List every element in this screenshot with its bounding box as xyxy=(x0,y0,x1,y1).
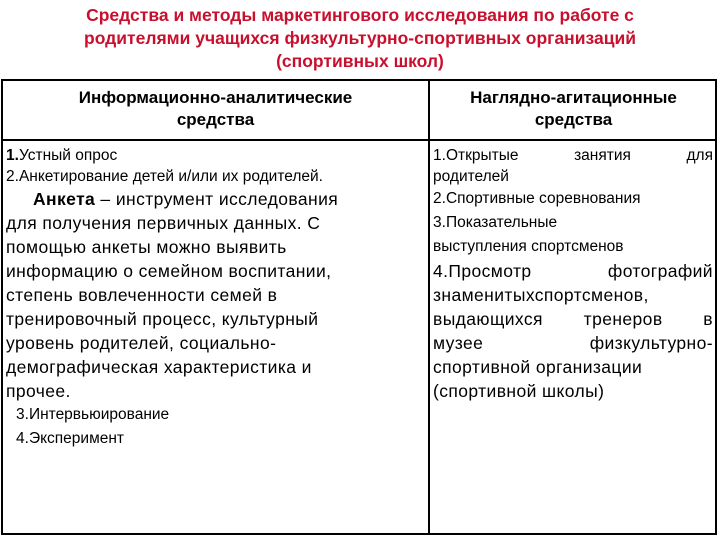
anketa-description xyxy=(6,187,424,403)
item-number: 1. xyxy=(433,147,446,164)
anketa-line-9: прочее. xyxy=(6,381,71,401)
item-text: Интервьюирование xyxy=(28,406,170,423)
left-item-4 xyxy=(6,427,424,451)
anketa-line-3: помощью анкеты можно выявить xyxy=(6,237,287,257)
methods-table xyxy=(1,79,717,535)
left-item-1 xyxy=(6,145,424,166)
item-text: Спортивные соревнования xyxy=(445,190,641,207)
left-column-header xyxy=(3,87,428,131)
right-item-4-line-3 xyxy=(433,307,713,331)
right-column-content xyxy=(433,145,713,403)
item-word: музее xyxy=(433,333,484,353)
anketa-line-4: информацию о семейном воспитании, xyxy=(6,261,332,281)
right-item-1-line-1 xyxy=(433,145,713,166)
left-header-line-2: средства xyxy=(176,110,255,129)
left-item-2 xyxy=(6,166,424,187)
item-word: занятия xyxy=(574,147,631,164)
column-divider xyxy=(428,81,430,533)
left-column-content xyxy=(6,145,424,451)
anketa-line-1 xyxy=(6,187,424,211)
item-number: 3. xyxy=(16,406,29,423)
item-word: Просмотр xyxy=(448,261,532,281)
right-column-header xyxy=(430,87,717,131)
item-number: 2. xyxy=(6,168,19,185)
right-item-4-line-5: спортивной организации xyxy=(433,357,643,377)
left-header-line-1: Информационно-аналитические xyxy=(78,88,353,107)
right-item-4 xyxy=(433,259,713,403)
right-item-3-line-2: выступления спортсменов xyxy=(433,238,624,255)
item-word: выдающихся xyxy=(433,309,543,329)
item-text: Анкетирование детей и/или их родителей. xyxy=(18,168,323,185)
item-word: тренеров xyxy=(583,309,663,329)
item-word: для xyxy=(686,147,713,164)
right-item-3-line-1 xyxy=(433,211,713,235)
item-text: Эксперимент xyxy=(28,430,125,447)
anketa-line-7: уровень родителей, социально- xyxy=(6,333,277,353)
right-header-line-2: средства xyxy=(534,110,613,129)
right-item-1-line-2: родителей xyxy=(433,168,509,185)
anketa-line-6: тренировочный процесс, культурный xyxy=(6,309,319,329)
anketa-line-2: для получения первичных данных. С xyxy=(6,213,321,233)
right-item-3 xyxy=(433,211,713,259)
item-word: Открытые xyxy=(445,147,519,164)
item-text: Устный опрос xyxy=(18,147,118,164)
item-text: Показательные xyxy=(445,214,558,231)
anketa-line-5: степень вовлеченности семей в xyxy=(6,285,278,305)
right-item-4-line-1 xyxy=(433,259,713,283)
left-item-3 xyxy=(6,403,424,427)
item-number: 4. xyxy=(16,430,29,447)
item-word: фотографий xyxy=(607,261,713,281)
item-number: 1. xyxy=(6,147,19,164)
item-number: 3. xyxy=(433,214,446,231)
title-line-2: родителями учащихся физкультурно-спортивных организаций xyxy=(84,28,636,48)
right-item-4-line-4 xyxy=(433,331,713,355)
item-number: 4. xyxy=(433,261,449,281)
title-line-3: (спортивных школ) xyxy=(276,51,444,71)
right-item-4-line-2: знаменитыхспортсменов, xyxy=(433,285,649,305)
right-item-4-line-6: (спортивной школы) xyxy=(433,381,605,401)
anketa-line-1-text: – инструмент исследования xyxy=(95,189,339,209)
item-word: физкультурно- xyxy=(589,333,713,353)
item-number: 2. xyxy=(433,190,446,207)
slide-title xyxy=(20,4,700,73)
right-header-line-1: Наглядно-агитационные xyxy=(470,88,677,107)
header-divider xyxy=(3,139,715,141)
anketa-term: Анкета xyxy=(33,189,96,209)
anketa-line-8: демографическая характеристика и xyxy=(6,357,312,377)
title-line-1: Средства и методы маркетингового исследования по работе с xyxy=(86,5,634,25)
right-item-2 xyxy=(433,187,713,211)
item-word: в xyxy=(703,309,713,329)
right-item-1 xyxy=(433,145,713,187)
